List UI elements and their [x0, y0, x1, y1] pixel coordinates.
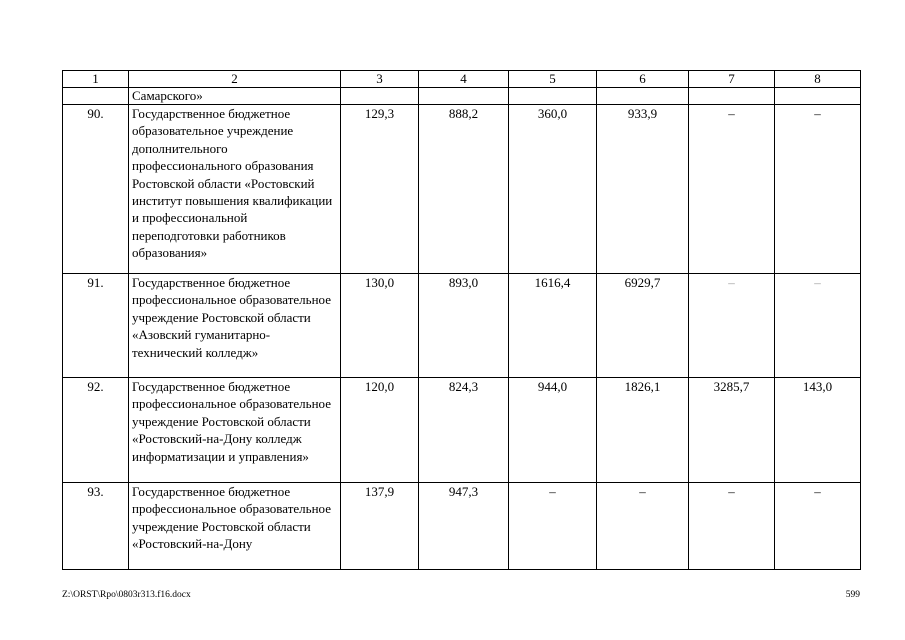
row-number: 90.: [63, 105, 129, 274]
header-cell: 5: [509, 71, 597, 88]
value-cell: 893,0: [419, 274, 509, 378]
value-cell: 360,0: [509, 105, 597, 274]
table-row: [63, 483, 861, 570]
value-cell: –: [775, 105, 861, 274]
header-cell: 6: [597, 71, 689, 88]
value-cell: –: [775, 274, 861, 378]
value-cell: –: [509, 483, 597, 570]
table-row: [63, 105, 861, 274]
value-cell: 143,0: [775, 378, 861, 483]
value-cell: 1826,1: [597, 378, 689, 483]
header-cell: 7: [689, 71, 775, 88]
value-cell: 130,0: [341, 274, 419, 378]
footer-page-number: 599: [845, 590, 860, 600]
value-cell: 120,0: [341, 378, 419, 483]
value-cell: 1616,4: [509, 274, 597, 378]
institution-name: Государственное бюджетное профессиональное образовательное учреждение Ростовской области «Ростовский-на-Дону колледж информатизации и управления»: [129, 378, 341, 483]
value-cell: 944,0: [509, 378, 597, 483]
header-cell: 3: [341, 71, 419, 88]
budget-table: [62, 70, 861, 570]
header-cell: 4: [419, 71, 509, 88]
value-cell: 933,9: [597, 105, 689, 274]
header-cell: 8: [775, 71, 861, 88]
value-cell: –: [689, 105, 775, 274]
value-cell: 6929,7: [597, 274, 689, 378]
row-number: 91.: [63, 274, 129, 378]
header-row: [63, 71, 861, 88]
continuation-row: [63, 88, 861, 105]
continuation-text: Самарского»: [129, 88, 341, 105]
value-cell: 129,3: [341, 105, 419, 274]
value-cell: 947,3: [419, 483, 509, 570]
value-cell: –: [597, 483, 689, 570]
value-cell: –: [775, 483, 861, 570]
table-row: [63, 274, 861, 378]
header-cell: 2: [129, 71, 341, 88]
value-cell: 824,3: [419, 378, 509, 483]
value-cell: –: [689, 483, 775, 570]
institution-name: Государственное бюджетное профессиональное образовательное учреждение Ростовской области «Ростовский-на-Дону: [129, 483, 341, 570]
footer-file-path: Z:\ORST\Rpo\0803r313.f16.docx: [62, 590, 191, 600]
value-cell: 888,2: [419, 105, 509, 274]
table-row: [63, 378, 861, 483]
row-number: 93.: [63, 483, 129, 570]
value-cell: 3285,7: [689, 378, 775, 483]
row-number: 92.: [63, 378, 129, 483]
header-cell: 1: [63, 71, 129, 88]
institution-name: Государственное бюджетное профессиональное образовательное учреждение Ростовской области «Азовский гуманитарно-технический колледж»: [129, 274, 341, 378]
value-cell: –: [689, 274, 775, 378]
value-cell: 137,9: [341, 483, 419, 570]
institution-name: Государственное бюджетное образовательное учреждение дополнительного профессионального образования Ростовской области «Ростовский институт повышения квалификации и профессиональной переподготовки работников образования»: [129, 105, 341, 274]
